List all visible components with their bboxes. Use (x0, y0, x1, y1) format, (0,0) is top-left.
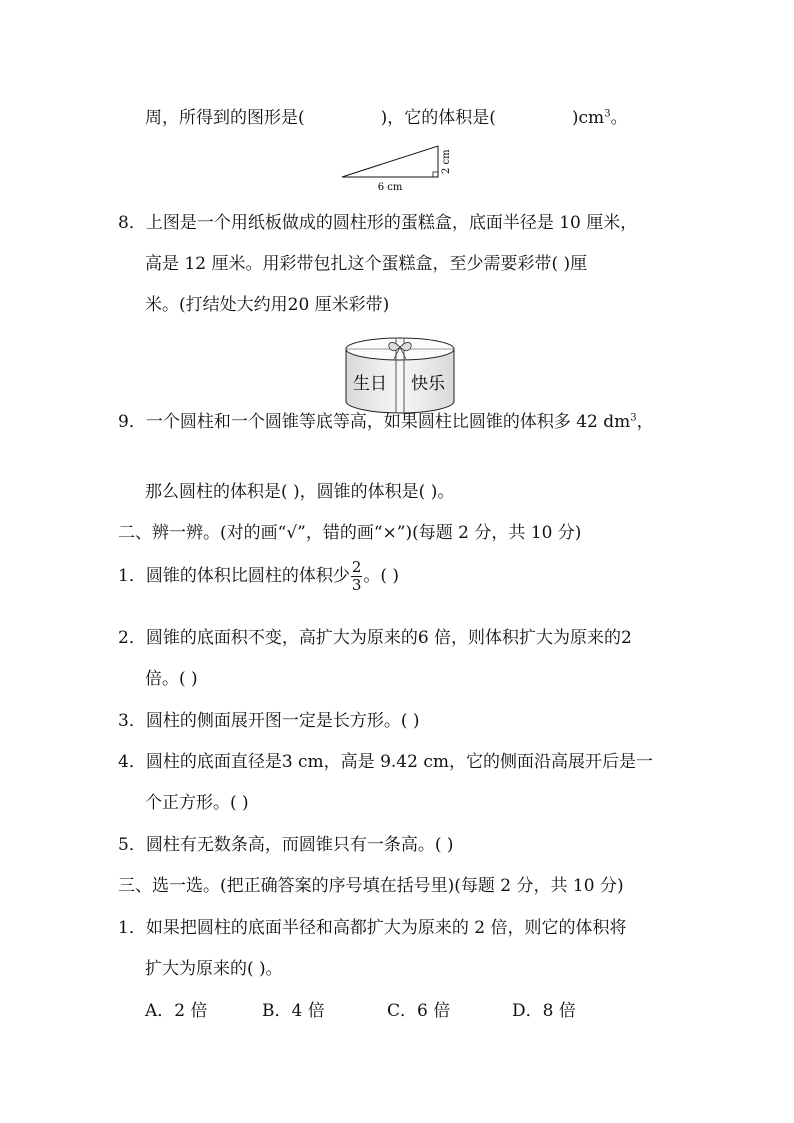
s2-q1-line (118, 559, 399, 594)
section-3-heading: 三、选一选。(把正确答案的序号填在括号里)(每题 2 分，共 10 分) (118, 876, 624, 896)
s2-q5-line: 5．圆柱有无数条高，而圆锥只有一条高。( ) (118, 835, 454, 855)
q7-text-a: 周，所得到的图形是( (145, 108, 305, 128)
s2-q4-line-2: 个正方形。( ) (145, 793, 249, 813)
q8-line-3: 米。(打结处大约用20 厘米彩带) (145, 295, 390, 315)
cake-box-figure (340, 335, 460, 417)
section-2-heading: 二、辨一辨。(对的画“√”，错的画“×”)(每题 2 分，共 10 分) (118, 523, 582, 543)
fraction-two-thirds (351, 559, 363, 594)
s2-q4-line-1: 4．圆柱的底面直径是3 cm，高是 9.42 cm，它的侧面沿高展开后是一 (118, 752, 653, 772)
s3-q1-line-2: 扩大为原来的( )。 (145, 959, 283, 979)
s2-q1-text-b: 。( ) (363, 566, 400, 586)
q7-unit-exponent: 3 (604, 108, 611, 120)
triangle-base-label: 6 cm (377, 182, 403, 193)
q9-unit-exponent: 3 (630, 412, 637, 424)
s3-q1-line-1: 1．如果把圆柱的底面半径和高都扩大为原来的 2 倍，则它的体积将 (118, 918, 627, 938)
q9-line-1 (118, 411, 654, 433)
q7-text-c: )cm (571, 108, 605, 128)
s2-q1-text-a: 1．圆锥的体积比圆柱的体积少 (118, 566, 350, 586)
q8-line-1: 8．上图是一个用纸板做成的圆柱形的蛋糕盒，底面半径是 10 厘米， (118, 213, 638, 233)
fraction-denominator: 3 (351, 576, 362, 594)
s3-q1-option-b: B．4 倍 (262, 1001, 325, 1021)
s2-q2-line-2: 倍。( ) (145, 669, 198, 689)
s3-q1-option-a: A．2 倍 (145, 1001, 208, 1021)
s3-q1-option-d: D．8 倍 (512, 1001, 576, 1021)
cake-label-right: 快乐 (411, 374, 445, 394)
right-triangle-figure (336, 140, 466, 194)
fraction-numerator: 2 (351, 558, 362, 576)
s3-q1-option-c: C．6 倍 (387, 1001, 451, 1021)
q7-text-d: 。 (610, 108, 628, 128)
cake-label-left: 生日 (353, 374, 387, 394)
s2-q3-line: 3．圆柱的侧面展开图一定是长方形。( ) (118, 711, 420, 731)
triangle-height-label: 2 cm (441, 149, 452, 174)
q9-text-a: 9．一个圆柱和一个圆锥等底等高，如果圆柱比圆锥的体积多 42 dm (118, 412, 631, 432)
q9-line-2: 那么圆柱的体积是( )，圆锥的体积是( )。 (145, 482, 455, 502)
q9-text-b: ， (636, 412, 654, 432)
q7-text-b: )，它的体积是( (380, 108, 496, 128)
q8-line-2: 高是 12 厘米。用彩带包扎这个蛋糕盒，至少需要彩带( )厘 (145, 254, 588, 274)
s2-q2-line-1: 2．圆锥的底面积不变，高扩大为原来的6 倍，则体积扩大为原来的2 (118, 628, 632, 648)
q7-tail-line (145, 107, 628, 129)
